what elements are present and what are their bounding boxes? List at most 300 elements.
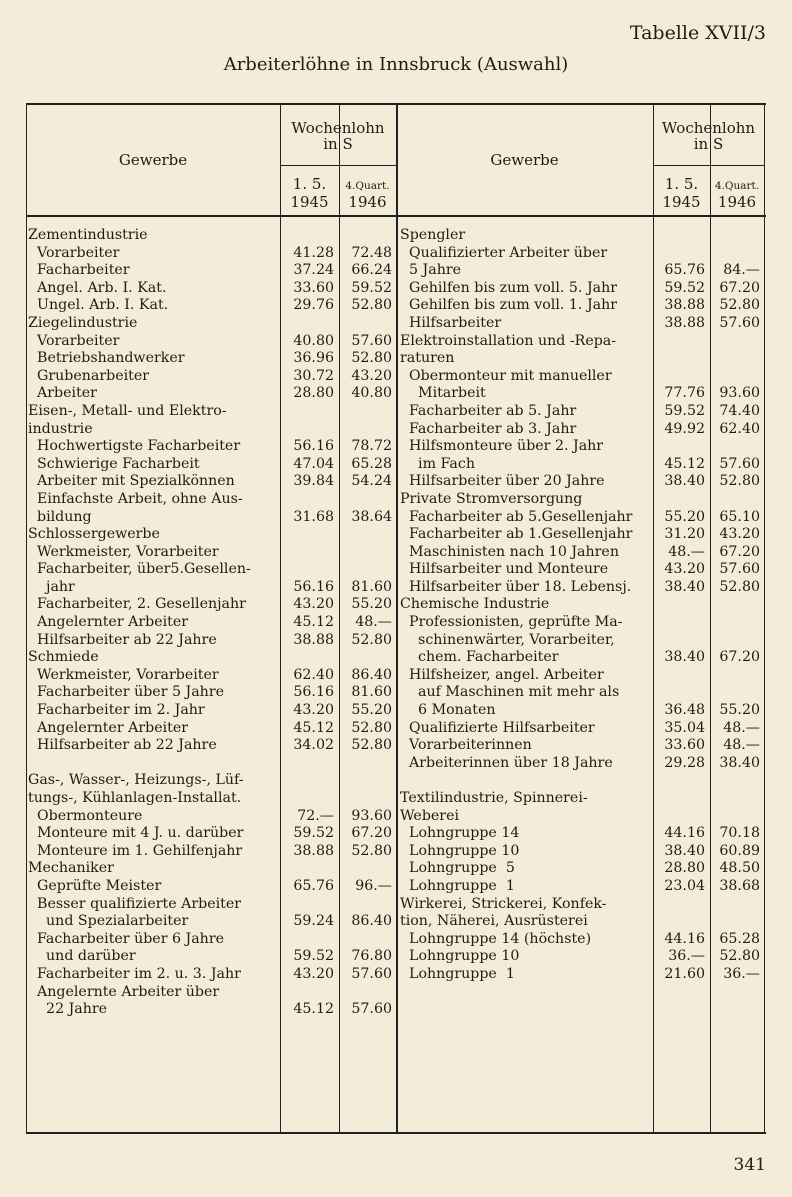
table-row xyxy=(28,966,394,984)
wage-1946: 48.— xyxy=(355,614,392,631)
table-row xyxy=(28,614,394,632)
table-row xyxy=(28,544,394,562)
wage-1945: 29.28 xyxy=(664,754,705,771)
table-row xyxy=(400,931,762,949)
table-row xyxy=(400,896,762,914)
wage-1945: 28.80 xyxy=(293,385,334,402)
table-row xyxy=(28,825,394,843)
table-row xyxy=(28,808,394,826)
table-row xyxy=(28,315,394,333)
table-row xyxy=(28,526,394,544)
table-row xyxy=(400,350,762,368)
table-row xyxy=(28,368,394,386)
table-row xyxy=(28,667,394,685)
trade-label: Monteure im 1. Gehilfenjahr xyxy=(28,842,243,859)
wage-1945: 65.76 xyxy=(664,262,705,279)
wage-1945: 56.16 xyxy=(293,684,334,701)
table-row xyxy=(28,755,394,773)
wage-1946: 36.— xyxy=(723,965,760,982)
table-row xyxy=(400,614,762,632)
trade-label: Facharbeiter xyxy=(28,262,130,279)
wage-1946: 60.89 xyxy=(719,842,760,859)
wage-1945: 38.88 xyxy=(293,842,334,859)
table-row xyxy=(28,280,394,298)
col-header-date1-left: 1. 5. xyxy=(292,175,327,193)
wage-1945: 72.— xyxy=(297,807,334,824)
trade-label: Hilfsheizer, angel. Arbeiter xyxy=(400,666,604,683)
table-row xyxy=(400,808,762,826)
trade-label: Ungel. Arb. I. Kat. xyxy=(28,297,169,314)
trade-label: Angel. Arb. I. Kat. xyxy=(28,279,167,296)
trade-label: Geprüfte Meister xyxy=(28,877,162,894)
table-row xyxy=(400,702,762,720)
table-row xyxy=(400,262,762,280)
trade-label: Arbeiterinnen über 18 Jahre xyxy=(400,754,613,771)
wage-1945: 77.76 xyxy=(664,385,705,402)
trade-label: Besser qualifizierte Arbeiter xyxy=(28,895,242,912)
wage-1945: 62.40 xyxy=(293,666,334,683)
trade-label: Angelernter Arbeiter xyxy=(28,614,189,631)
table-row xyxy=(400,596,762,614)
col-header-unit-left: in S xyxy=(323,135,353,153)
table-row xyxy=(28,772,394,790)
wage-1945: 45.12 xyxy=(293,719,334,736)
wage-1945: 40.80 xyxy=(293,332,334,349)
table-row xyxy=(28,509,394,527)
trade-label: Obermonteure xyxy=(28,807,143,824)
trade-label: im Fach xyxy=(400,455,475,472)
wage-1945: 44.16 xyxy=(664,930,705,947)
trade-label: Hilfsarbeiter und Monteure xyxy=(400,561,609,578)
wage-1946: 57.60 xyxy=(351,332,392,349)
wage-1946: 38.40 xyxy=(719,754,760,771)
wage-1946: 52.80 xyxy=(351,297,392,314)
table-row xyxy=(400,280,762,298)
wage-1945: 23.04 xyxy=(664,877,705,894)
wage-1946: 67.20 xyxy=(719,543,760,560)
trade-label: Weberei xyxy=(400,807,460,824)
trade-label: Maschinisten nach 10 Jahren xyxy=(400,543,619,560)
trade-label: Chemische Industrie xyxy=(400,596,550,613)
wage-1946: 72.48 xyxy=(351,244,392,261)
col-header-date1-right: 1. 5. xyxy=(664,175,699,193)
trade-label: Lohngruppe 14 (höchste) xyxy=(400,930,592,947)
wage-1945: 44.16 xyxy=(664,825,705,842)
table-row xyxy=(28,245,394,263)
table-row xyxy=(28,297,394,315)
trade-label: chem. Facharbeiter xyxy=(400,649,559,666)
table-row xyxy=(400,333,762,351)
wage-1946: 65.10 xyxy=(719,508,760,525)
wage-1945: 59.52 xyxy=(293,825,334,842)
table-row xyxy=(28,579,394,597)
wage-1945: 21.60 xyxy=(664,965,705,982)
table-row xyxy=(28,350,394,368)
table-row xyxy=(28,790,394,808)
table-row xyxy=(28,948,394,966)
trade-label: Lohngruppe 1 xyxy=(400,877,515,894)
table-row xyxy=(400,245,762,263)
table-row xyxy=(400,315,762,333)
trade-label: Wirkerei, Strickerei, Konfek- xyxy=(400,895,607,912)
col-header-year2-left: 1946 xyxy=(348,193,387,211)
wage-1946: 52.80 xyxy=(719,578,760,595)
table-row xyxy=(28,1001,394,1019)
trade-label: Private Stromversorgung xyxy=(400,490,583,507)
table-row xyxy=(28,561,394,579)
trade-label: Qualifizierte Hilfsarbeiter xyxy=(400,719,595,736)
table-row xyxy=(28,385,394,403)
wage-1946: 74.40 xyxy=(719,402,760,419)
table-row xyxy=(400,966,762,984)
col-header-year1-left: 1945 xyxy=(290,193,329,211)
wage-1946: 62.40 xyxy=(719,420,760,437)
trade-label: Werkmeister, Vorarbeiter xyxy=(28,666,219,683)
wage-1945: 47.04 xyxy=(293,455,334,472)
col-header-date2-right: 4.Quart. xyxy=(714,180,760,192)
trade-label: Hilfsarbeiter ab 22 Jahre xyxy=(28,737,217,754)
trade-label: Mechaniker xyxy=(28,860,114,877)
wage-1946: 57.60 xyxy=(351,965,392,982)
wage-1946: 86.40 xyxy=(351,666,392,683)
table-row xyxy=(28,262,394,280)
trade-label: bildung xyxy=(28,508,92,525)
trade-label: Qualifizierter Arbeiter über xyxy=(400,244,608,261)
table-row xyxy=(28,333,394,351)
wage-1946: 55.20 xyxy=(351,596,392,613)
wage-1946: 38.64 xyxy=(351,508,392,525)
wage-1946: 52.80 xyxy=(351,842,392,859)
trade-label: Facharbeiter über 5 Jahre xyxy=(28,684,224,701)
wage-1945: 36.48 xyxy=(664,702,705,719)
table-row xyxy=(28,737,394,755)
right-wage-rows xyxy=(400,227,762,984)
table-row xyxy=(28,860,394,878)
wage-1945: 65.76 xyxy=(293,877,334,894)
table-row xyxy=(400,772,762,790)
wage-1945: 38.88 xyxy=(664,314,705,331)
trade-label: Lohngruppe 10 xyxy=(400,948,520,965)
trade-label: Facharbeiter, über5.Gesellen- xyxy=(28,561,251,578)
trade-label: Gas-, Wasser-, Heizungs-, Lüf- xyxy=(28,772,244,789)
wage-1945: 34.02 xyxy=(293,737,334,754)
page-number: 341 xyxy=(733,1155,766,1175)
wage-1945: 55.20 xyxy=(664,508,705,525)
trade-label: Lohngruppe 14 xyxy=(400,825,520,842)
wage-1945: 45.12 xyxy=(664,455,705,472)
wage-1945: 33.60 xyxy=(664,737,705,754)
trade-label: Textilindustrie, Spinnerei- xyxy=(400,790,588,806)
table-row xyxy=(28,896,394,914)
wage-1946: 93.60 xyxy=(719,385,760,402)
trade-label: Facharbeiter ab 3. Jahr xyxy=(400,420,577,437)
table-row xyxy=(400,438,762,456)
trade-label: Werkmeister, Vorarbeiter xyxy=(28,543,219,560)
table-row xyxy=(400,825,762,843)
table-row xyxy=(400,755,762,773)
trade-label: Hochwertigste Facharbeiter xyxy=(28,438,241,455)
table-row xyxy=(28,491,394,509)
wage-1945: 59.52 xyxy=(664,279,705,296)
trade-label: Elektroinstallation und -Repa- xyxy=(400,332,617,349)
trade-label: Arbeiter mit Spezialkönnen xyxy=(28,473,235,490)
table-row xyxy=(400,684,762,702)
trade-label: Schlossergewerbe xyxy=(28,526,160,543)
table-row xyxy=(400,649,762,667)
trade-label: raturen xyxy=(400,350,455,367)
table-row xyxy=(400,544,762,562)
table-row xyxy=(400,913,762,931)
trade-label: Grubenarbeiter xyxy=(28,367,150,384)
wage-1945: 28.80 xyxy=(664,860,705,877)
trade-label: tungs-, Kühlanlagen-Installat. xyxy=(28,790,242,806)
table-row xyxy=(400,509,762,527)
wage-1946: 52.80 xyxy=(719,948,760,965)
table-row xyxy=(28,878,394,896)
wage-1945: 35.04 xyxy=(664,719,705,736)
trade-label: Obermonteur mit manueller xyxy=(400,367,612,384)
trade-label: Hilfsmonteure über 2. Jahr xyxy=(400,438,604,455)
wage-1946: 52.80 xyxy=(351,350,392,367)
trade-label: 5 Jahre xyxy=(400,262,462,279)
table-row xyxy=(400,720,762,738)
trade-label: Ziegelindustrie xyxy=(28,314,138,331)
wage-1945: 41.28 xyxy=(293,244,334,261)
wage-1945: 38.88 xyxy=(293,631,334,648)
table-row xyxy=(400,456,762,474)
trade-label: Gehilfen bis zum voll. 5. Jahr xyxy=(400,279,618,296)
left-wage-rows xyxy=(28,227,394,1019)
trade-label: tion, Näherei, Ausrüsterei xyxy=(400,913,588,930)
col-header-unit-right: in S xyxy=(693,135,724,153)
wage-1945: 36.96 xyxy=(293,350,334,367)
trade-label: Vorarbeiterinnen xyxy=(400,737,532,754)
wage-table xyxy=(26,103,766,1134)
wage-1945: 56.16 xyxy=(293,578,334,595)
trade-label: Lohngruppe 10 xyxy=(400,842,520,859)
table-row xyxy=(400,297,762,315)
wage-1946: 67.20 xyxy=(719,649,760,666)
table-row xyxy=(400,491,762,509)
wage-1946: 67.20 xyxy=(719,279,760,296)
wage-1945: 29.76 xyxy=(293,297,334,314)
wage-1946: 81.60 xyxy=(351,578,392,595)
wage-1946: 65.28 xyxy=(351,455,392,472)
wage-1946: 67.20 xyxy=(351,825,392,842)
col-header-date2-left: 4.Quart. xyxy=(345,180,390,192)
wage-1946: 76.80 xyxy=(351,948,392,965)
trade-label: Schwierige Facharbeit xyxy=(28,455,200,472)
table-row xyxy=(400,385,762,403)
wage-1945: 38.40 xyxy=(664,649,705,666)
col-header-gewerbe-right: Gewerbe xyxy=(490,151,559,169)
table-row xyxy=(28,649,394,667)
wage-1946: 57.60 xyxy=(719,561,760,578)
table-row xyxy=(400,403,762,421)
wage-1945: 37.24 xyxy=(293,262,334,279)
table-row xyxy=(28,931,394,949)
col-header-year1-right: 1945 xyxy=(662,193,701,211)
col-header-wochenlohn-right: Wochenlohn xyxy=(661,119,756,137)
trade-label: Facharbeiter im 2. Jahr xyxy=(28,702,205,719)
trade-label: Facharbeiter ab 1.Gesellenjahr xyxy=(400,526,633,543)
trade-label: Lohngruppe 1 xyxy=(400,965,515,982)
trade-label: Hilfsarbeiter über 18. Lebensj. xyxy=(400,578,632,595)
wage-1946: 55.20 xyxy=(719,702,760,719)
table-row xyxy=(28,632,394,650)
col-header-gewerbe-left: Gewerbe xyxy=(118,151,188,169)
trade-label: Professionisten, geprüfte Ma- xyxy=(400,614,623,631)
wage-1946: 48.— xyxy=(723,737,760,754)
wage-1946: 84.— xyxy=(723,262,760,279)
trade-label: Facharbeiter über 6 Jahre xyxy=(28,930,224,947)
trade-label: Facharbeiter im 2. u. 3. Jahr xyxy=(28,965,241,982)
wage-1946: 66.24 xyxy=(351,262,392,279)
wage-1945: 38.88 xyxy=(664,297,705,314)
table-row xyxy=(28,403,394,421)
table-row xyxy=(28,438,394,456)
trade-label: und darüber xyxy=(28,948,136,965)
wage-1945: 43.20 xyxy=(293,596,334,613)
table-row xyxy=(400,632,762,650)
table-row xyxy=(400,790,762,808)
table-row xyxy=(28,684,394,702)
wage-1946: 52.80 xyxy=(719,473,760,490)
wage-1946: 57.60 xyxy=(719,314,760,331)
wage-1946: 70.18 xyxy=(719,825,760,842)
table-row xyxy=(400,948,762,966)
table-row xyxy=(28,456,394,474)
wage-1946: 86.40 xyxy=(351,913,392,930)
table-number: Tabelle XVII/3 xyxy=(629,22,766,44)
wage-1945: 38.40 xyxy=(664,842,705,859)
wage-1945: 59.24 xyxy=(293,913,334,930)
trade-label: Zementindustrie xyxy=(28,227,148,243)
wage-1946: 40.80 xyxy=(351,385,392,402)
wage-1946: 96.— xyxy=(355,877,392,894)
table-row xyxy=(400,843,762,861)
wage-1945: 38.40 xyxy=(664,578,705,595)
wage-1945: 56.16 xyxy=(293,438,334,455)
table-row xyxy=(28,473,394,491)
trade-label: 6 Monaten xyxy=(400,702,496,719)
col-header-year2-right: 1946 xyxy=(717,193,757,211)
trade-label: Monteure mit 4 J. u. darüber xyxy=(28,825,244,842)
wage-1946: 65.28 xyxy=(719,930,760,947)
wage-1946: 52.80 xyxy=(351,631,392,648)
wage-1946: 55.20 xyxy=(351,702,392,719)
wage-1945: 30.72 xyxy=(293,367,334,384)
wage-1945: 45.12 xyxy=(293,614,334,631)
trade-label: Arbeiter xyxy=(28,385,97,402)
table-row xyxy=(400,878,762,896)
trade-label: Hilfsarbeiter ab 22 Jahre xyxy=(28,631,217,648)
table-row xyxy=(400,737,762,755)
table-title: Arbeiterlöhne in Innsbruck (Auswahl) xyxy=(223,54,569,75)
wage-1945: 43.20 xyxy=(664,561,705,578)
wage-1946: 48.50 xyxy=(719,860,760,877)
wage-1946: 43.20 xyxy=(351,367,392,384)
wage-1945: 45.12 xyxy=(293,1001,334,1018)
trade-label: 22 Jahre xyxy=(28,1001,108,1018)
wage-1946: 93.60 xyxy=(351,807,392,824)
wage-1946: 52.80 xyxy=(351,737,392,754)
trade-label: Hilfsarbeiter über 20 Jahre xyxy=(400,473,605,490)
wage-1946: 54.24 xyxy=(351,473,392,490)
wage-1946: 57.60 xyxy=(351,1001,392,1018)
wage-1945: 49.92 xyxy=(664,420,705,437)
table-row xyxy=(400,368,762,386)
trade-label: Angelernte Arbeiter über xyxy=(28,983,220,1000)
table-row xyxy=(400,667,762,685)
table-row xyxy=(28,720,394,738)
trade-label: Facharbeiter ab 5.Gesellenjahr xyxy=(400,508,633,525)
table-row xyxy=(28,227,394,245)
wage-1945: 38.40 xyxy=(664,473,705,490)
wage-1946: 48.— xyxy=(723,719,760,736)
wage-1946: 57.60 xyxy=(719,455,760,472)
table-row xyxy=(400,421,762,439)
table-row xyxy=(400,526,762,544)
wage-1945: 43.20 xyxy=(293,702,334,719)
trade-label: Gehilfen bis zum voll. 1. Jahr xyxy=(400,297,618,314)
trade-label: Lohngruppe 5 xyxy=(400,860,515,877)
trade-label: Mitarbeit xyxy=(400,385,486,402)
table-row xyxy=(400,227,762,245)
trade-label: auf Maschinen mit mehr als xyxy=(400,684,620,701)
wage-1946: 59.52 xyxy=(351,279,392,296)
wage-1946: 52.80 xyxy=(719,297,760,314)
table-row xyxy=(28,843,394,861)
wage-1945: 59.52 xyxy=(293,948,334,965)
wage-1946: 43.20 xyxy=(719,526,760,543)
wage-1945: 31.68 xyxy=(293,508,334,525)
trade-label: Schmiede xyxy=(28,649,99,666)
table-row xyxy=(400,473,762,491)
col-header-wochenlohn-left: Wochenlohn xyxy=(291,119,385,137)
wage-1945: 36.— xyxy=(668,948,705,965)
trade-label: Angelernter Arbeiter xyxy=(28,719,189,736)
table-row xyxy=(28,702,394,720)
trade-label: jahr xyxy=(28,578,75,595)
trade-label: Facharbeiter ab 5. Jahr xyxy=(400,402,577,419)
table-row xyxy=(28,421,394,439)
trade-label: schinenwärter, Vorarbeiter, xyxy=(400,631,615,648)
trade-label: Betriebshandwerker xyxy=(28,350,185,367)
table-row xyxy=(400,561,762,579)
wage-1946: 52.80 xyxy=(351,719,392,736)
trade-label: Vorarbeiter xyxy=(28,332,120,349)
trade-label: Einfachste Arbeit, ohne Aus- xyxy=(28,490,243,507)
trade-label: Eisen-, Metall- und Elektro- xyxy=(28,402,227,419)
table-row xyxy=(400,579,762,597)
wage-1946: 78.72 xyxy=(351,438,392,455)
wage-1945: 59.52 xyxy=(664,402,705,419)
table-row xyxy=(28,913,394,931)
trade-label: Spengler xyxy=(400,227,466,243)
trade-label: industrie xyxy=(28,420,93,437)
table-row xyxy=(28,596,394,614)
wage-1945: 39.84 xyxy=(293,473,334,490)
wage-1945: 33.60 xyxy=(293,279,334,296)
wage-1945: 43.20 xyxy=(293,965,334,982)
trade-label: und Spezialarbeiter xyxy=(28,913,189,930)
trade-label: Hilfsarbeiter xyxy=(400,314,502,331)
table-row xyxy=(28,984,394,1002)
wage-1945: 31.20 xyxy=(664,526,705,543)
table-row xyxy=(400,860,762,878)
trade-label: Vorarbeiter xyxy=(28,244,120,261)
